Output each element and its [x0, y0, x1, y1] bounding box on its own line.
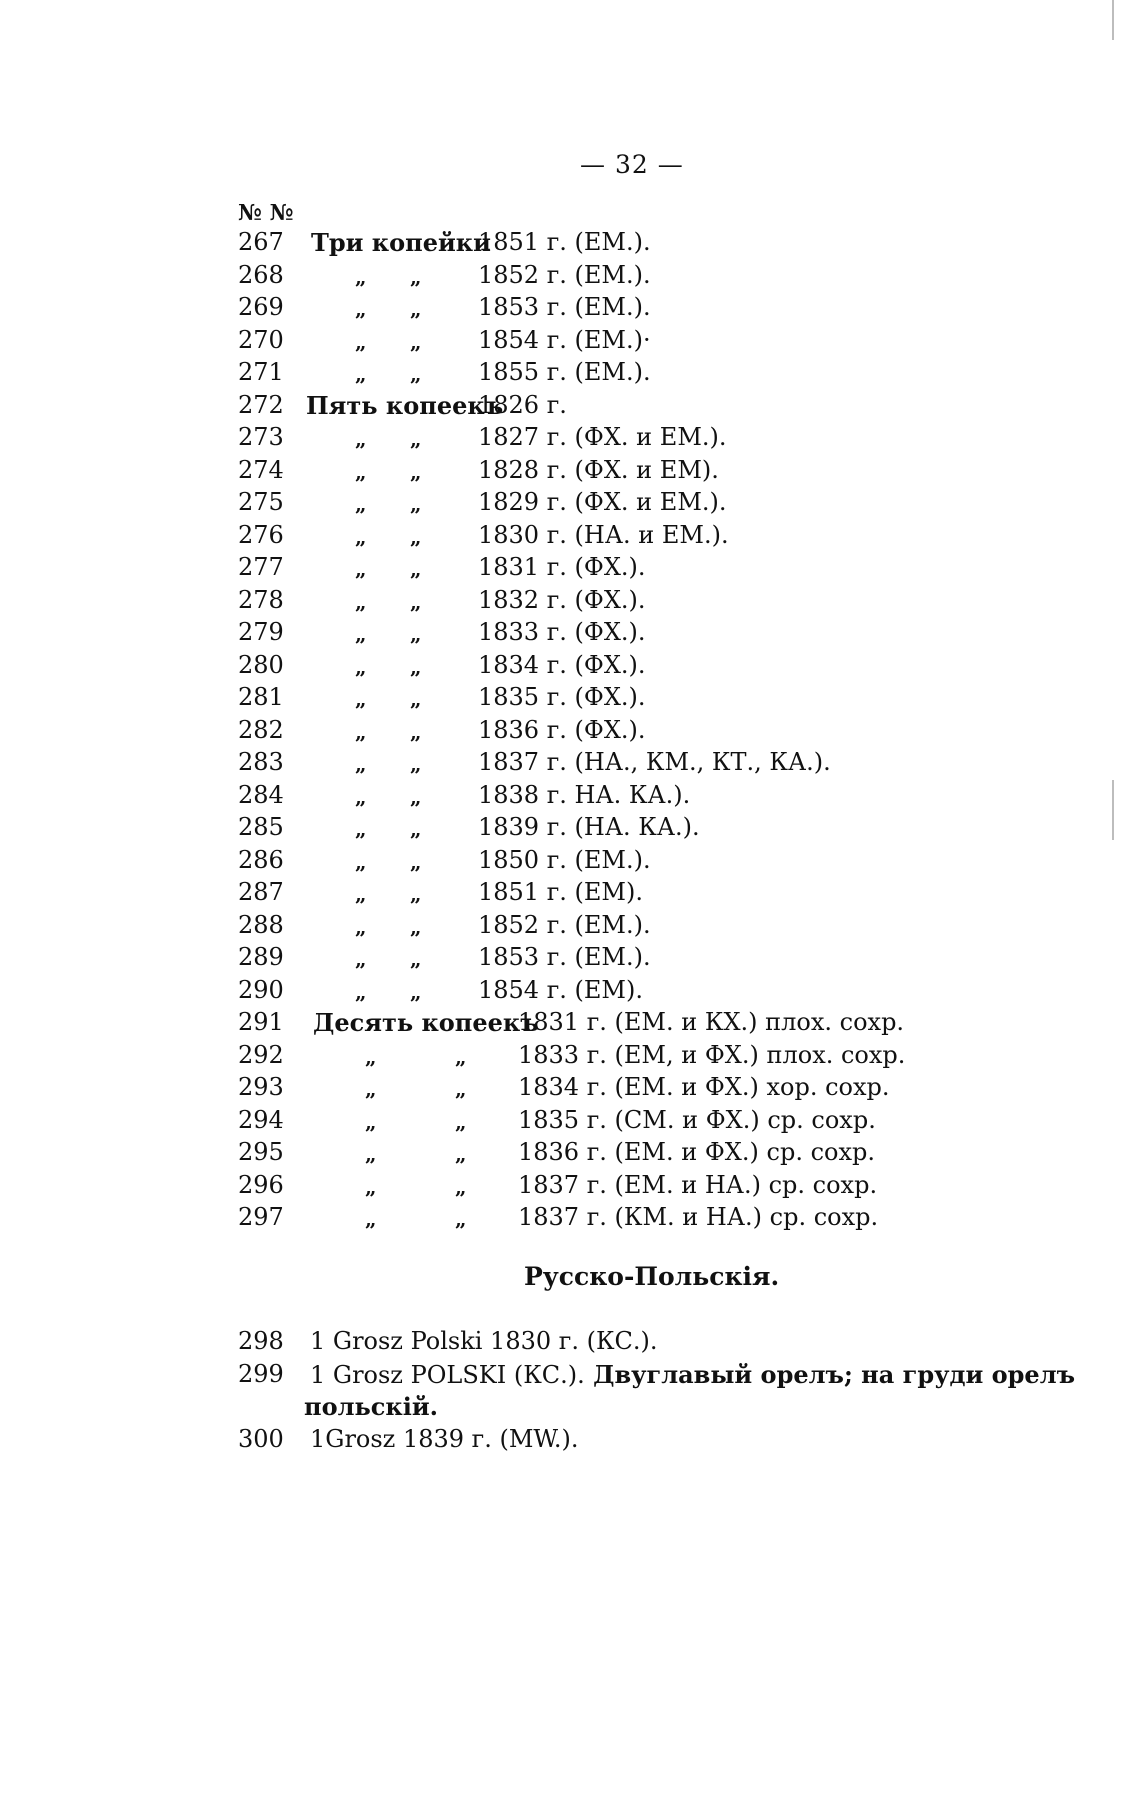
catalog-row	[0, 326, 1140, 359]
ditto-mark: „	[410, 362, 422, 386]
catalog-number: 286	[238, 845, 284, 874]
catalog-row	[0, 456, 1140, 489]
catalog-row	[0, 261, 1140, 294]
catalog-row	[0, 553, 1140, 586]
ditto-mark: „	[355, 817, 367, 841]
page-number: — 32 —	[580, 150, 684, 179]
catalog-row	[0, 358, 1140, 391]
ditto-mark: „	[355, 557, 367, 581]
ditto-mark: „	[355, 329, 367, 354]
catalog-number: 299	[238, 1359, 284, 1388]
ditto-mark: „	[410, 687, 422, 711]
ditto-mark: „	[410, 817, 422, 841]
catalog-number: 298	[238, 1327, 284, 1355]
catalog-entry-text: 1831 г. (ФХ.).	[478, 553, 646, 581]
ditto-mark: „	[355, 947, 367, 971]
ditto-mark: „	[355, 914, 367, 939]
catalog-number: 276	[238, 520, 284, 549]
catalog-row	[0, 1171, 1140, 1204]
catalog-number: 285	[238, 813, 284, 841]
scan-edge-mark	[1112, 0, 1114, 40]
ditto-mark: „	[410, 882, 422, 906]
ditto-mark: „	[365, 1077, 377, 1101]
ditto-mark: „	[355, 297, 367, 321]
catalog-entry-text: 1829 г. (ФХ. и ЕМ.).	[478, 488, 727, 516]
catalog-entry-text: 1839 г. (НА. КА.).	[478, 813, 700, 841]
denomination: Три копейки	[311, 228, 491, 257]
catalog-number: 287	[238, 878, 284, 906]
catalog-entry-text: 1837 г. (НА., КМ., КТ., КА.).	[478, 748, 831, 776]
ditto-mark: „	[355, 752, 367, 776]
catalog-entry-text: 1834 г. (ЕМ. и ФХ.) хор. сохр.	[518, 1073, 890, 1101]
catalog-entry-text: 1830 г. (НА. и ЕМ.).	[478, 520, 729, 549]
catalog-entry-text: 1851 г. (ЕМ.).	[478, 228, 651, 256]
catalog-row	[0, 748, 1140, 781]
catalog-row	[0, 716, 1140, 749]
ditto-mark: „	[410, 654, 422, 679]
catalog-entry-text: 1836 г. (ЕМ. и ФХ.) ср. сохр.	[518, 1138, 875, 1166]
ditto-mark: „	[365, 1044, 377, 1069]
ditto-mark: „	[410, 784, 422, 809]
catalog-row	[0, 1327, 1140, 1360]
catalog-number: 272	[238, 390, 284, 419]
catalog-entry-text: 1833 г. (ФХ.).	[478, 618, 646, 646]
ditto-mark: „	[365, 1142, 377, 1166]
catalog-row	[0, 878, 1140, 911]
ditto-mark: „	[355, 492, 367, 516]
ditto-mark: „	[410, 524, 422, 549]
catalog-row	[0, 1041, 1140, 1074]
catalog-number: 278	[238, 585, 284, 614]
ditto-mark: „	[355, 264, 367, 289]
catalog-entry-text: 1834 г. (ФХ.).	[478, 650, 646, 679]
catalog-number: 282	[238, 715, 284, 744]
catalog-number: 295	[238, 1138, 284, 1166]
catalog-number: 291	[238, 1008, 284, 1036]
ditto-mark: „	[455, 1142, 467, 1166]
catalog-row	[0, 651, 1140, 684]
catalog-number: 277	[238, 553, 284, 581]
catalog-number: 297	[238, 1203, 284, 1231]
ditto-mark: „	[410, 459, 422, 484]
catalog-entry-text: 1828 г. (ФХ. и ЕМ).	[478, 455, 719, 484]
ditto-mark: „	[455, 1109, 467, 1134]
catalog-row	[0, 1073, 1140, 1106]
catalog-entry-text: 1837 г. (ЕМ. и НА.) ср. сохр.	[518, 1170, 878, 1199]
catalog-entry-text: 1855 г. (ЕМ.).	[478, 358, 651, 386]
catalog-number: 268	[238, 260, 284, 289]
ditto-mark: „	[410, 914, 422, 939]
catalog-number: 294	[238, 1105, 284, 1134]
catalog-entry-text: 1835 г. (СМ. и ФХ.) ср. сохр.	[518, 1105, 876, 1134]
catalog-entry-text: 1854 г. (ЕМ.)·	[478, 325, 651, 354]
catalog-number: 296	[238, 1170, 284, 1199]
ditto-mark: „	[355, 459, 367, 484]
ditto-mark: „	[455, 1174, 467, 1199]
catalog-row	[0, 1106, 1140, 1139]
catalog-row	[0, 1138, 1140, 1171]
ditto-mark: „	[410, 752, 422, 776]
ditto-mark: „	[355, 849, 367, 874]
catalog-number: 292	[238, 1040, 284, 1069]
ditto-mark: „	[410, 947, 422, 971]
ditto-mark: „	[455, 1077, 467, 1101]
ditto-mark: „	[355, 427, 367, 451]
catalog-row	[0, 423, 1140, 456]
catalog-entry-text: 1827 г. (ФХ. и ЕМ.).	[478, 423, 727, 451]
catalog-row	[0, 976, 1140, 1009]
catalog-row	[0, 1425, 1140, 1458]
catalog-row	[0, 1360, 1140, 1393]
catalog-entry-text: 1854 г. (ЕМ).	[478, 975, 643, 1004]
ditto-mark: „	[355, 589, 367, 614]
ditto-mark: „	[355, 979, 367, 1004]
catalog-list-russian-polish	[0, 1327, 1140, 1457]
ditto-mark: „	[365, 1174, 377, 1199]
catalog-number: 293	[238, 1073, 284, 1101]
catalog-number: 269	[238, 293, 284, 321]
catalog-row	[0, 586, 1140, 619]
catalog-row	[0, 813, 1140, 846]
ditto-mark: „	[410, 589, 422, 614]
catalog-entry-text: 1853 г. (ЕМ.).	[478, 293, 651, 321]
ditto-mark: „	[410, 849, 422, 874]
catalog-number: 284	[238, 780, 284, 809]
catalog-entry-text: 1851 г. (ЕМ).	[478, 878, 643, 906]
ditto-mark: „	[355, 687, 367, 711]
ditto-mark: „	[410, 329, 422, 354]
ditto-mark: „	[355, 524, 367, 549]
catalog-number: 300	[238, 1424, 284, 1453]
catalog-number: 290	[238, 975, 284, 1004]
catalog-entry-continuation: польскій.	[304, 1392, 439, 1421]
catalog-row	[0, 488, 1140, 521]
catalog-row-continuation	[0, 1392, 1140, 1425]
catalog-entry-text: 1852 г. (ЕМ.).	[478, 260, 651, 289]
catalog-number: 274	[238, 455, 284, 484]
catalog-row	[0, 293, 1140, 326]
catalog-row	[0, 846, 1140, 879]
ditto-mark: „	[410, 979, 422, 1004]
ditto-mark: „	[455, 1044, 467, 1069]
ditto-mark: „	[365, 1109, 377, 1134]
catalog-entry-text: 1837 г. (КМ. и НА.) ср. сохр.	[518, 1203, 879, 1231]
catalog-entry-text	[310, 1360, 1075, 1389]
ditto-mark: „	[355, 622, 367, 646]
catalog-number: 273	[238, 423, 284, 451]
catalog-entry-text: 1836 г. (ФХ.).	[478, 715, 646, 744]
catalog-entry-text: 1850 г. (ЕМ.).	[478, 845, 651, 874]
catalog-number: 288	[238, 910, 284, 939]
catalog-number: 270	[238, 325, 284, 354]
catalog-row	[0, 521, 1140, 554]
catalog-entry-text: 1835 г. (ФХ.).	[478, 683, 646, 711]
catalog-number: 280	[238, 650, 284, 679]
ditto-mark: „	[410, 297, 422, 321]
ditto-mark: „	[355, 362, 367, 386]
denomination: Десять копеекъ	[313, 1008, 539, 1037]
catalog-number: 267	[238, 228, 284, 256]
catalog-number: 279	[238, 618, 284, 646]
catalog-entry-description: Двуглавый орелъ; на груди орелъ	[584, 1359, 1076, 1389]
catalog-row	[0, 1203, 1140, 1236]
ditto-mark: „	[410, 427, 422, 451]
ditto-mark: „	[410, 557, 422, 581]
ditto-mark: „	[410, 622, 422, 646]
catalog-entry-plain: 1 Grosz POLSKI (КС.).	[310, 1360, 585, 1389]
catalog-entry-text: 1832 г. (ФХ.).	[478, 585, 646, 614]
denomination: Пять копеекъ	[306, 390, 504, 420]
section-title-russian-polish: Русско-Польскія.	[524, 1262, 780, 1291]
ditto-mark: „	[355, 882, 367, 906]
catalog-row	[0, 228, 1140, 261]
catalog-number: 275	[238, 488, 284, 516]
catalog-row	[0, 911, 1140, 944]
catalog-entry-text: 1831 г. (ЕМ. и КХ.) плох. сохр.	[518, 1008, 905, 1036]
catalog-number: 271	[238, 358, 284, 386]
catalog-entry-text: 1853 г. (ЕМ.).	[478, 943, 651, 971]
catalog-list-copper	[0, 228, 1140, 1236]
catalog-entry-text: 1Grosz 1839 г. (MW.).	[310, 1424, 579, 1453]
catalog-entry-text: 1838 г. НА. КА.).	[478, 780, 691, 809]
catalog-entry-text: 1852 г. (ЕМ.).	[478, 910, 651, 939]
catalog-row	[0, 683, 1140, 716]
catalog-row	[0, 1008, 1140, 1041]
catalog-entry-text: 1 Grosz Polski 1830 г. (КС.).	[310, 1327, 658, 1355]
ditto-mark: „	[355, 719, 367, 744]
ditto-mark: „	[355, 654, 367, 679]
catalog-row	[0, 781, 1140, 814]
catalog-number: 283	[238, 748, 284, 776]
catalog-row	[0, 943, 1140, 976]
ditto-mark: „	[410, 264, 422, 289]
catalog-number: 289	[238, 943, 284, 971]
catalog-row	[0, 391, 1140, 424]
ditto-mark: „	[455, 1207, 467, 1231]
scan-edge-mark	[1112, 780, 1114, 840]
ditto-mark: „	[410, 719, 422, 744]
catalog-number: 281	[238, 683, 284, 711]
ditto-mark: „	[365, 1207, 377, 1231]
catalog-row	[0, 618, 1140, 651]
column-head-number-sign: № №	[238, 200, 294, 226]
catalog-entry-text: 1826 г.	[478, 390, 567, 419]
ditto-mark: „	[410, 492, 422, 516]
ditto-mark: „	[355, 784, 367, 809]
catalog-entry-text: 1833 г. (ЕМ, и ФХ.) плох. сохр.	[518, 1040, 906, 1069]
